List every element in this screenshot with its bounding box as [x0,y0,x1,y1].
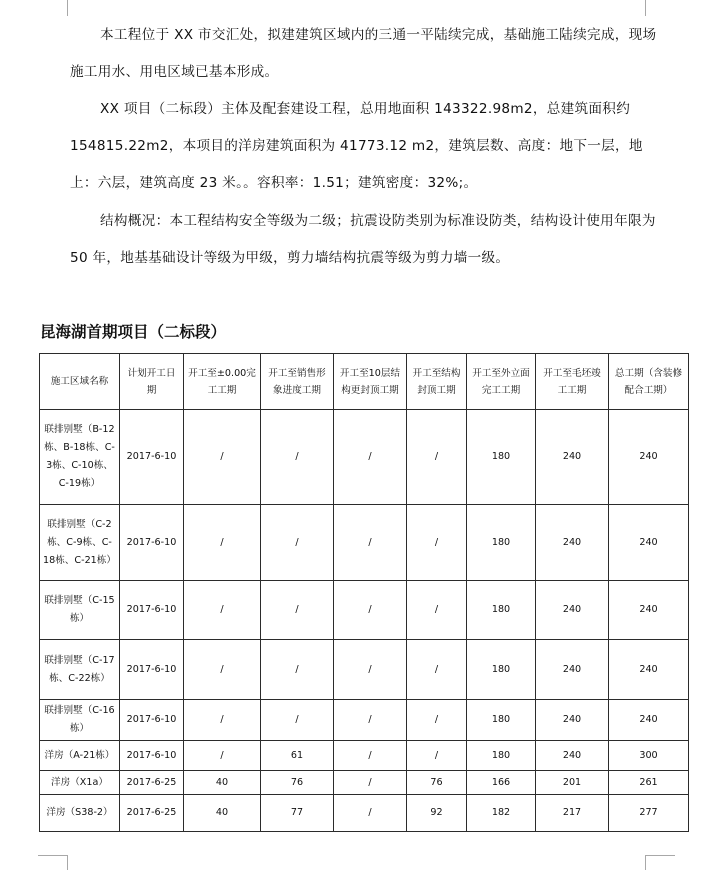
cell-tenth-floor: / [334,410,407,505]
cell-start: 2017-6-10 [120,700,184,741]
cell-structure-topping: 92 [407,795,467,832]
crop-mark-top-left-vertical [67,0,68,16]
header-structure-topping: 开工至结构封顶工期 [407,354,467,410]
cell-sales-progress: / [261,505,334,581]
cell-sales-progress: / [261,640,334,700]
cell-plus-zero: 40 [184,771,261,795]
cell-sales-progress: / [261,410,334,505]
cell-facade: 180 [467,640,536,700]
cell-structure-topping: / [407,505,467,581]
table-row [40,410,689,505]
header-sales-progress: 开工至销售形象进度工期 [261,354,334,410]
crop-mark-bottom-left-vertical [67,855,68,870]
schedule-table [39,353,689,832]
cell-tenth-floor: / [334,741,407,771]
cell-area: 联排别墅（B-12栋、B-18栋、C-3栋、C-10栋、C-19栋） [40,410,120,505]
cell-area: 洋房（A-21栋） [40,741,120,771]
cell-facade: 180 [467,741,536,771]
cell-sales-progress: 61 [261,741,334,771]
cell-total-duration: 240 [609,640,689,700]
cell-start: 2017-6-10 [120,640,184,700]
cell-sales-progress: / [261,700,334,741]
cell-facade: 180 [467,581,536,640]
header-rough-completion: 开工至毛坯竣工工期 [536,354,609,410]
cell-area: 联排别墅（C-2栋、C-9栋、C-18栋、C-21栋） [40,505,120,581]
cell-facade: 180 [467,700,536,741]
crop-mark-top-right-vertical [645,0,646,16]
cell-area: 联排别墅（C-15栋） [40,581,120,640]
cell-rough-completion: 240 [536,700,609,741]
cell-tenth-floor: / [334,700,407,741]
table-row [40,505,689,581]
cell-plus-zero: / [184,640,261,700]
header-plus-zero: 开工至±0.00完工工期 [184,354,261,410]
cell-start: 2017-6-10 [120,581,184,640]
cell-structure-topping: / [407,741,467,771]
cell-structure-topping: / [407,700,467,741]
cell-start: 2017-6-10 [120,410,184,505]
crop-mark-bottom-left-horizontal [38,855,68,856]
cell-total-duration: 240 [609,700,689,741]
cell-rough-completion: 240 [536,640,609,700]
cell-rough-completion: 201 [536,771,609,795]
table-row [40,771,689,795]
cell-tenth-floor: / [334,640,407,700]
table-title: 昆海湖首期项目（二标段） [40,323,227,341]
cell-total-duration: 277 [609,795,689,832]
cell-area: 洋房（X1a） [40,771,120,795]
cell-plus-zero: / [184,700,261,741]
cell-plus-zero: 40 [184,795,261,832]
paragraph-structure-overview: 结构概况：本工程结构安全等级为二级；抗震设防类别为标准设防类，结构设计使用年限为 50 年，地基基础设计等级为甲级，剪力墙结构抗震等级为剪力墙一级。 [70,213,656,266]
cell-total-duration: 240 [609,505,689,581]
cell-sales-progress: 76 [261,771,334,795]
table-row [40,741,689,771]
cell-structure-topping: 76 [407,771,467,795]
header-planned-start: 计划开工日期 [120,354,184,410]
cell-plus-zero: / [184,410,261,505]
cell-total-duration: 300 [609,741,689,771]
cell-rough-completion: 217 [536,795,609,832]
cell-total-duration: 240 [609,581,689,640]
cell-rough-completion: 240 [536,581,609,640]
cell-start: 2017-6-10 [120,741,184,771]
cell-sales-progress: / [261,581,334,640]
cell-structure-topping: / [407,640,467,700]
cell-rough-completion: 240 [536,741,609,771]
cell-structure-topping: / [407,410,467,505]
table-row [40,640,689,700]
crop-mark-bottom-right-horizontal [645,855,675,856]
cell-start: 2017-6-10 [120,505,184,581]
header-total-duration: 总工期（含装修配合工期） [609,354,689,410]
cell-tenth-floor: / [334,581,407,640]
table-header-row [40,354,689,410]
paragraph-site-overview: 本工程位于 XX 市交汇处，拟建建筑区域内的三通一平陆续完成，基础施工陆续完成，现场施工用水、用电区域已基本形成。 [70,27,657,80]
cell-plus-zero: / [184,505,261,581]
table-row [40,700,689,741]
header-tenth-floor: 开工至10层结构更封顶工期 [334,354,407,410]
table-row [40,581,689,640]
paragraph-project-area: XX 项目（二标段）主体及配套建设工程，总用地面积 143322.98m2，总建筑面积约 154815.22m2，本项目的洋房建筑面积为 41773.12 m2，建筑层数、高度：地下一层，地上：六层，建筑高度 23 米。。容积率：1.51；建筑密度：32%;。 [70,101,643,191]
cell-structure-topping: / [407,581,467,640]
cell-rough-completion: 240 [536,410,609,505]
cell-plus-zero: / [184,581,261,640]
cell-rough-completion: 240 [536,505,609,581]
cell-area: 洋房（S38-2） [40,795,120,832]
cell-tenth-floor: / [334,505,407,581]
crop-mark-bottom-right-vertical [645,855,646,870]
header-area: 施工区域名称 [40,354,120,410]
cell-start: 2017-6-25 [120,795,184,832]
cell-facade: 182 [467,795,536,832]
cell-tenth-floor: / [334,771,407,795]
cell-area: 联排别墅（C-17栋、C-22栋） [40,640,120,700]
cell-plus-zero: / [184,741,261,771]
cell-tenth-floor: / [334,795,407,832]
cell-start: 2017-6-25 [120,771,184,795]
cell-facade: 180 [467,410,536,505]
cell-area: 联排别墅（C-16栋） [40,700,120,741]
cell-total-duration: 240 [609,410,689,505]
cell-total-duration: 261 [609,771,689,795]
header-facade: 开工至外立面完工工期 [467,354,536,410]
table-row [40,795,689,832]
cell-sales-progress: 77 [261,795,334,832]
cell-facade: 180 [467,505,536,581]
cell-facade: 166 [467,771,536,795]
